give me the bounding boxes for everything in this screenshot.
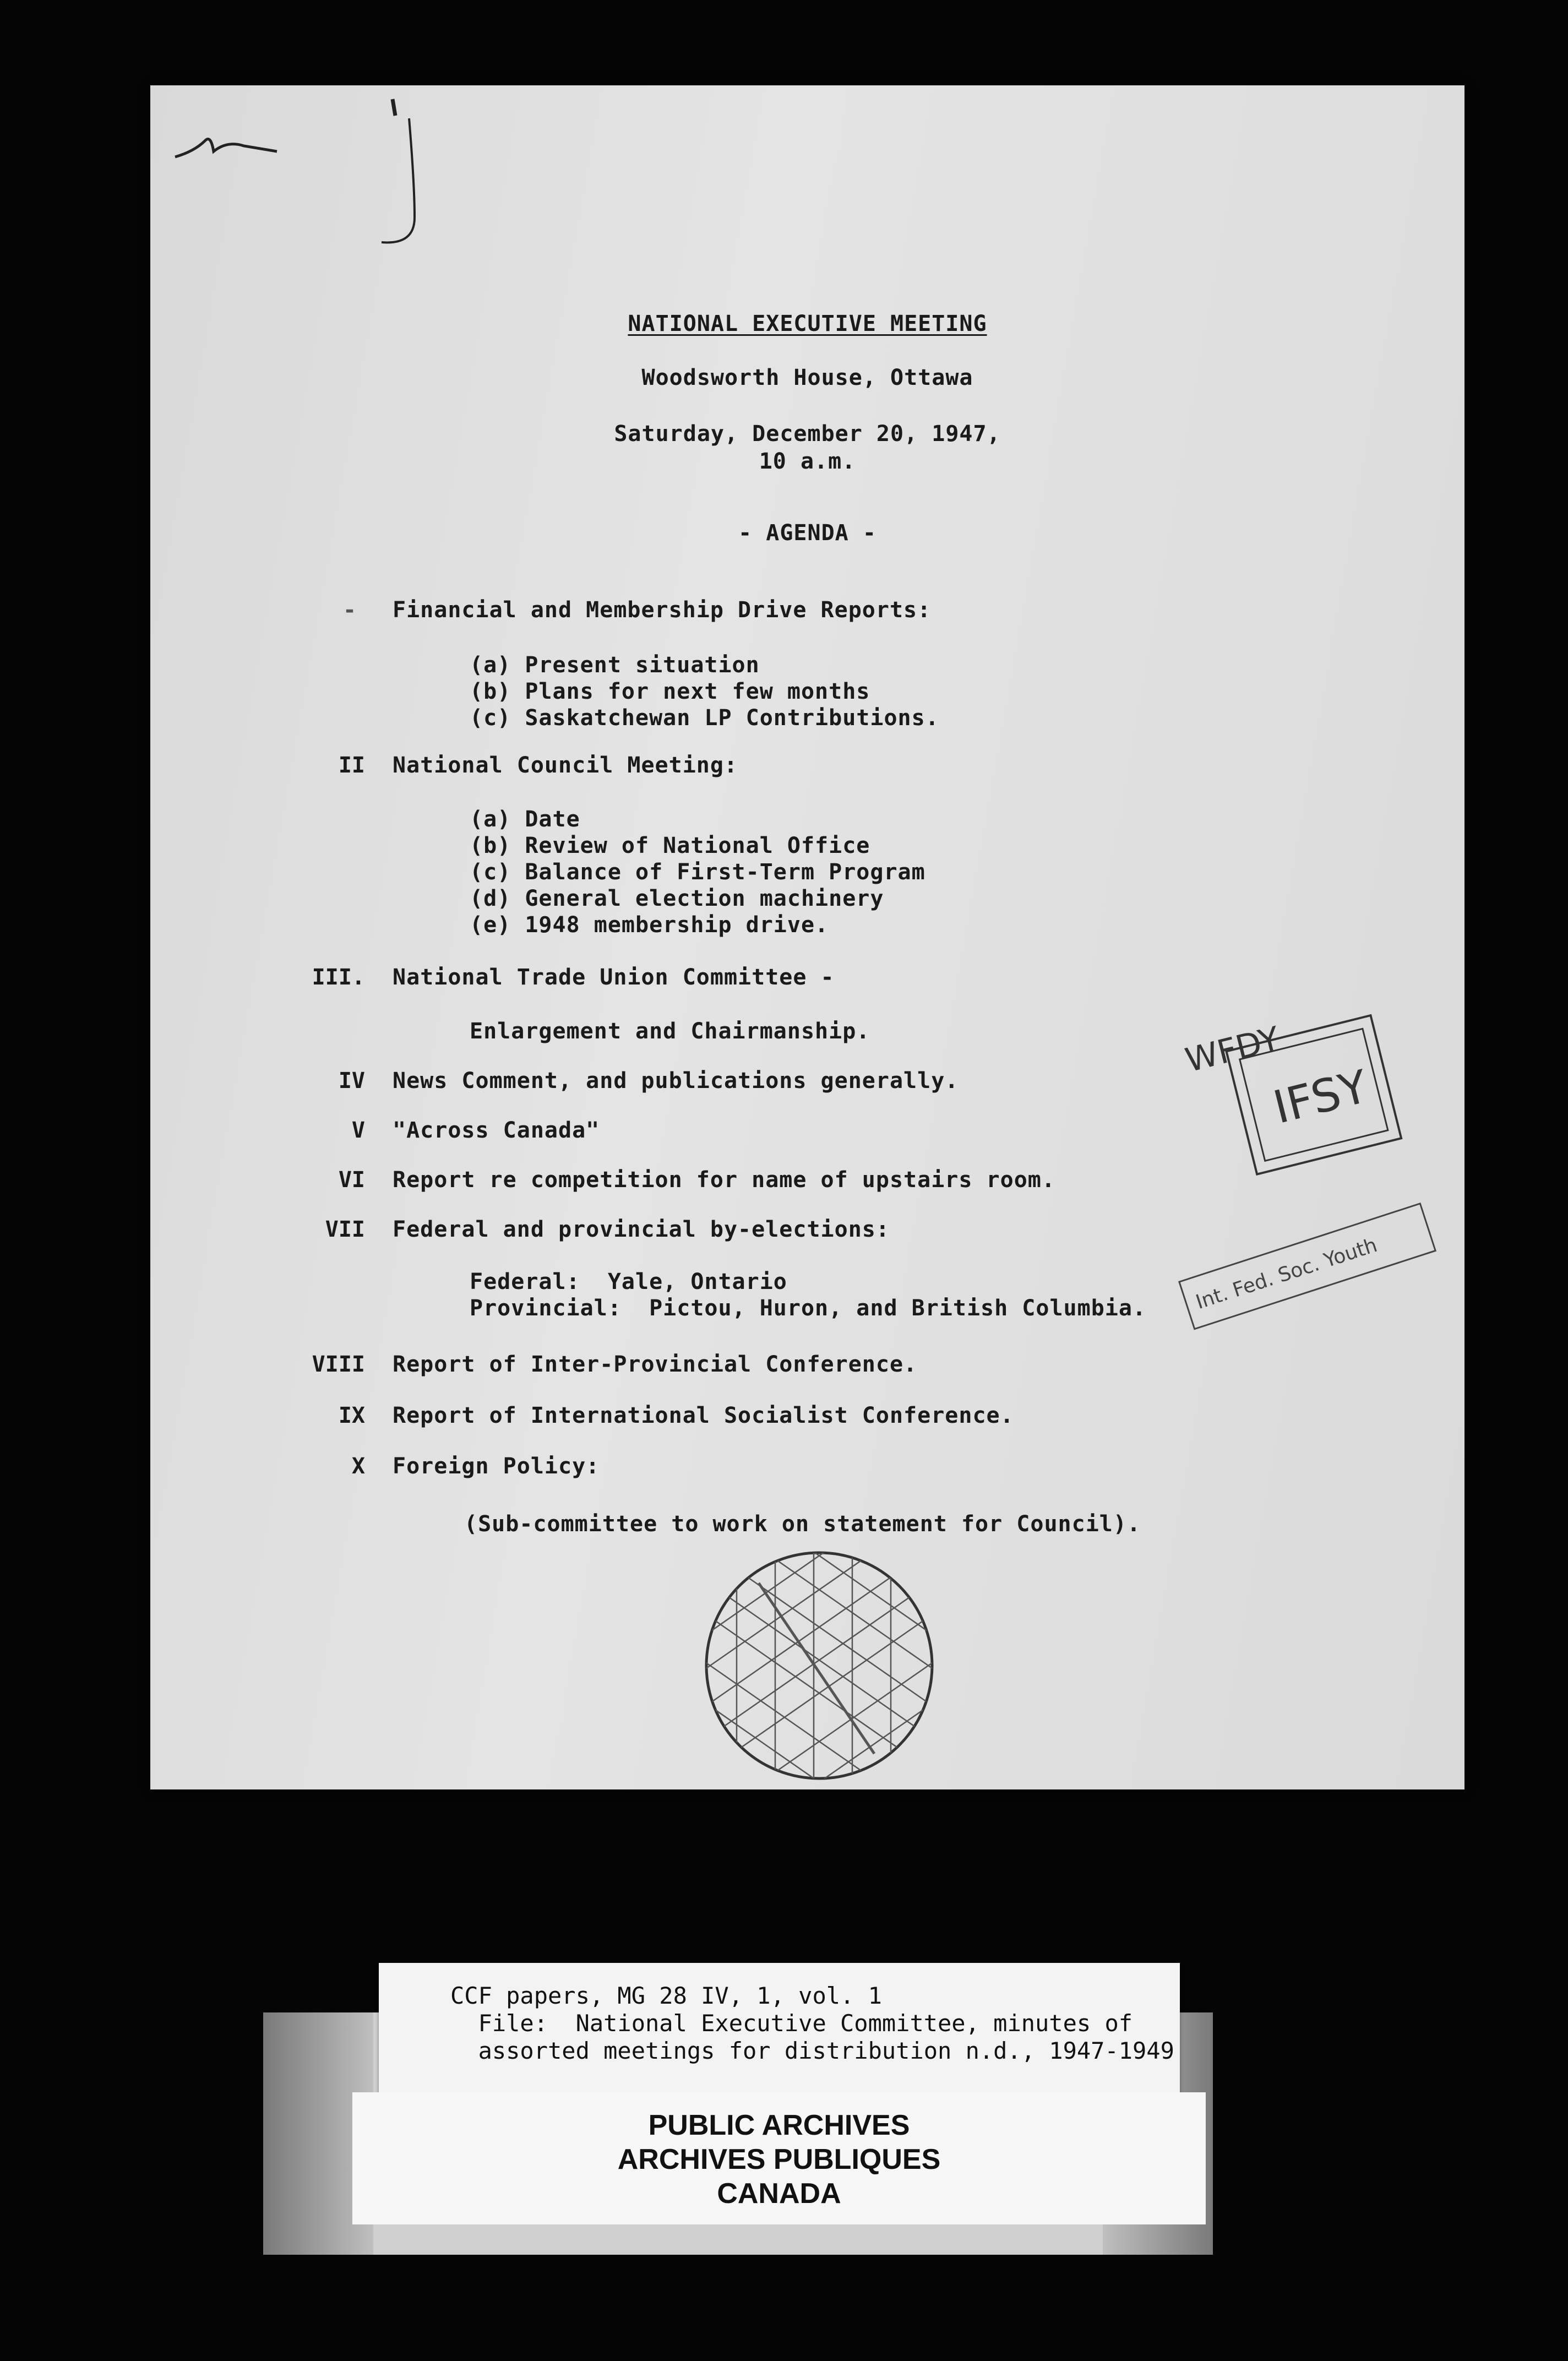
agenda-number: IV	[338, 1068, 365, 1094]
agenda-number: V	[351, 1118, 365, 1143]
agenda-subitem: (c) Balance of First-Term Program	[470, 859, 925, 885]
agenda-heading: - AGENDA -	[738, 520, 876, 546]
agenda-item-6: Report re competition for name of upstairs room.	[393, 1167, 1055, 1193]
agenda-item-4: News Comment, and publications generally.	[393, 1068, 959, 1094]
int-fed-note: Int. Fed. Soc. Youth	[1193, 1234, 1380, 1314]
meeting-time: 10 a.m.	[759, 449, 856, 474]
crosshatched-circle	[693, 1539, 946, 1792]
document-page: NATIONAL EXECUTIVE MEETING Woodsworth House, Ottawa Saturday, December 20, 1947, 10 a.m. - AGENDA - - Financial and Membership Drive Reports: (a) Present situation (b) Plans for next few months (c) Saskatchewan LP Contributions. II National Council Meeting: (a) Date (b) Review of National Office (c) Balance of First-Term Program (d) General election machinery (e) 1948 membership drive. III. National Trade Union Committee - Enlargement and Chairmanship. IV News Comment, and publications generally. V "Across Canada" VI Report re competition for name of upstairs room. VII Federal and provincial by-elections: Federal: Yale, Ontario Provincial: Pictou, Huron, and British Columbia. VIII Report of Inter-Provincial Conference. IX Report of International Socialist Conference. X Foreign Policy: (Sub-committee to work on statement for Council). WFDY IFSY Int. Fed. Soc. Youth	[150, 85, 1464, 1789]
agenda-subitem: (c) Saskatchewan LP Contributions.	[470, 705, 939, 731]
wfdy-note: WFDY	[1182, 1019, 1284, 1080]
agenda-subitem: (a) Date	[470, 807, 580, 832]
agenda-number: VI	[338, 1167, 365, 1193]
agenda-subitem: (d) General election machinery	[470, 886, 884, 911]
agenda-subitem: Provincial: Pictou, Huron, and British Columbia.	[470, 1296, 1147, 1321]
agenda-item-7: Federal and provincial by-elections:	[393, 1217, 890, 1242]
handwritten-mark	[150, 85, 481, 317]
archives-country: CANADA	[717, 2178, 841, 2210]
archive-file-label	[379, 1963, 1180, 2101]
handwritten-annotation	[1158, 955, 1455, 1374]
label-line-2: File: National Executive Committee, minutes of	[450, 2010, 1133, 2037]
agenda-item-9: Report of International Socialist Conference.	[393, 1403, 1014, 1428]
agenda-number: VIII	[312, 1352, 365, 1377]
agenda-item-3: National Trade Union Committee -	[393, 965, 835, 990]
ifsy-note: IFSY	[1268, 1060, 1373, 1134]
agenda-subitem: Federal: Yale, Ontario	[470, 1269, 787, 1294]
agenda-number: VII	[325, 1217, 365, 1242]
archive-stamp	[352, 2092, 1206, 2224]
agenda-subitem: (b) Review of National Office	[470, 833, 870, 858]
agenda-subitem: (e) 1948 membership drive.	[470, 912, 829, 938]
agenda-number: IX	[338, 1403, 365, 1428]
agenda-item-2: National Council Meeting:	[393, 753, 738, 778]
agenda-item-8: Report of Inter-Provincial Conference.	[393, 1352, 918, 1377]
agenda-item-1: Financial and Membership Drive Reports:	[393, 597, 932, 623]
agenda-item-10: Foreign Policy:	[393, 1454, 600, 1479]
agenda-number: III.	[312, 965, 365, 990]
agenda-subitem: Enlargement and Chairmanship.	[470, 1019, 870, 1044]
agenda-subitem: (Sub-committee to work on statement for Council).	[464, 1511, 1141, 1537]
label-line-3: assorted meetings for distribution n.d., 1947-1949	[450, 2037, 1174, 2064]
archives-french: ARCHIVES PUBLIQUES	[617, 2144, 941, 2175]
agenda-item-5: "Across Canada"	[393, 1118, 600, 1143]
label-line-1: CCF papers, MG 28 IV, 1, vol. 1	[450, 1982, 882, 2009]
meeting-title: NATIONAL EXECUTIVE MEETING	[628, 311, 987, 336]
agenda-number: II	[338, 753, 365, 778]
archives-english: PUBLIC ARCHIVES	[648, 2109, 910, 2141]
meeting-location: Woodsworth House, Ottawa	[641, 365, 973, 390]
agenda-subitem: (b) Plans for next few months	[470, 679, 870, 704]
meeting-date: Saturday, December 20, 1947,	[614, 421, 1001, 447]
agenda-subitem: (a) Present situation	[470, 652, 760, 678]
agenda-number: X	[351, 1454, 365, 1479]
